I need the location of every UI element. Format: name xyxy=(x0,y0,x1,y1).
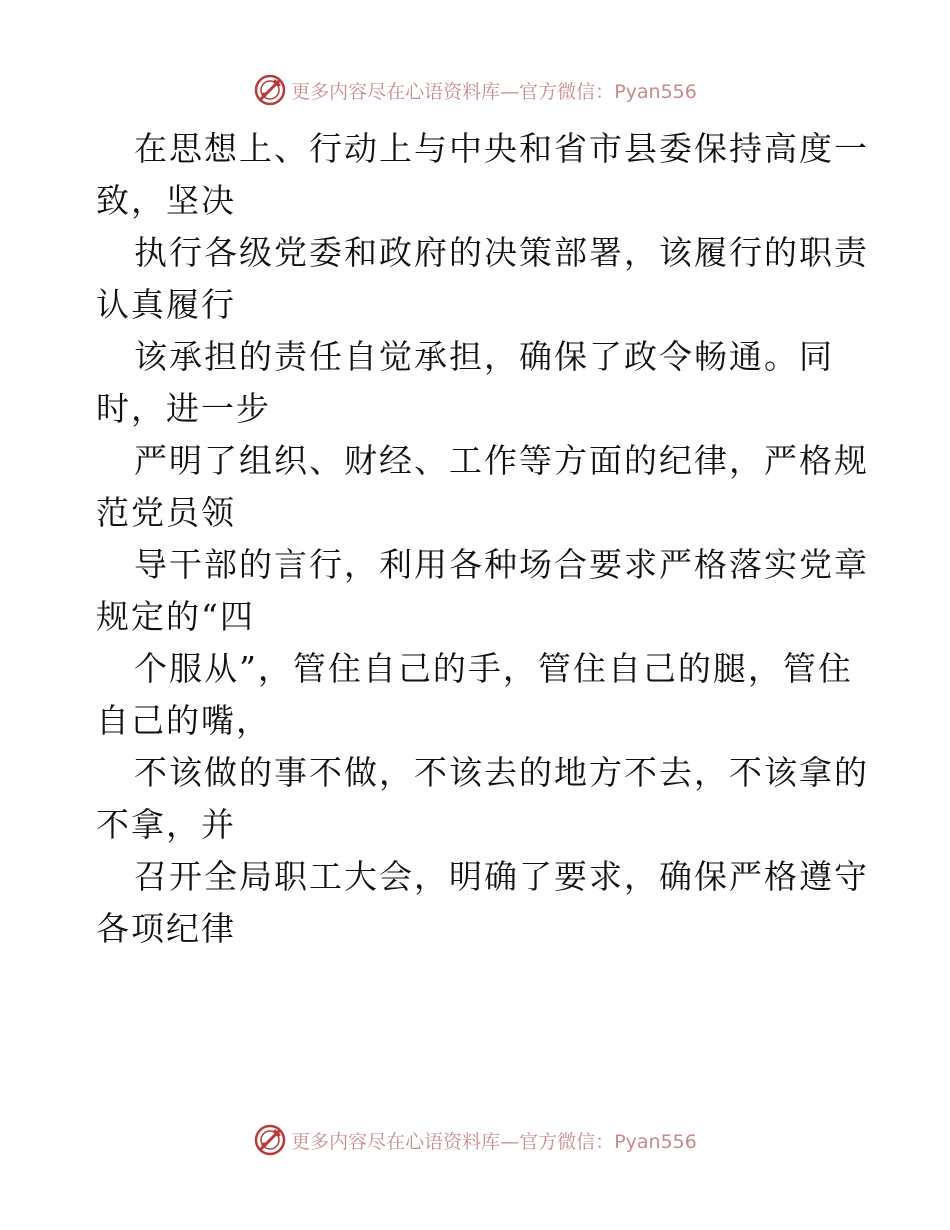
body-line: 各项纪律 xyxy=(96,909,236,948)
body-line: 认真履行 xyxy=(96,285,236,324)
footer-banner-slogan: 更多内容尽在心语资料库 xyxy=(291,1130,501,1153)
body-line: 个服从”，管住自己的手，管住自己的腿，管住 xyxy=(134,649,853,688)
header-banner-slogan: 更多内容尽在心语资料库 xyxy=(291,80,501,103)
body-line: 时，进一步 xyxy=(96,389,271,428)
header-banner-text xyxy=(291,77,697,104)
red-seal-logo-icon xyxy=(253,73,287,107)
red-seal-logo-icon xyxy=(253,1123,287,1157)
header-banner xyxy=(0,70,950,110)
body-line: 自己的嘴， xyxy=(96,701,271,740)
body-line: 严明了组织、财经、工作等方面的纪律，严格规 xyxy=(134,441,869,480)
body-line: 召开全局职工大会，明确了要求，确保严格遵守 xyxy=(134,857,869,896)
footer-banner xyxy=(0,1120,950,1160)
body-line: 致，坚决 xyxy=(96,181,236,220)
footer-banner-separator: — xyxy=(500,1130,520,1153)
header-banner-wechat-id: Pyan556 xyxy=(614,80,697,103)
body-line: 规定的“四 xyxy=(96,597,255,636)
footer-banner-wechat-id: Pyan556 xyxy=(614,1130,697,1153)
body-line: 执行各级党委和政府的决策部署，该履行的职责 xyxy=(134,233,869,272)
footer-banner-text xyxy=(291,1127,697,1154)
header-banner-wechat-label: 官方微信： xyxy=(519,80,615,103)
footer-banner-wechat-label: 官方微信： xyxy=(519,1130,615,1153)
body-line: 在思想上、行动上与中央和省市县委保持高度一 xyxy=(134,129,869,168)
document-body xyxy=(96,123,869,955)
body-line: 不该做的事不做，不该去的地方不去，不该拿的 xyxy=(134,753,869,792)
body-line: 导干部的言行，利用各种场合要求严格落实党章 xyxy=(134,545,869,584)
body-line: 该承担的责任自觉承担，确保了政令畅通。同 xyxy=(134,337,834,376)
body-line: 不拿，并 xyxy=(96,805,236,844)
header-banner-separator: — xyxy=(500,80,520,103)
body-line: 范党员领 xyxy=(96,493,236,532)
